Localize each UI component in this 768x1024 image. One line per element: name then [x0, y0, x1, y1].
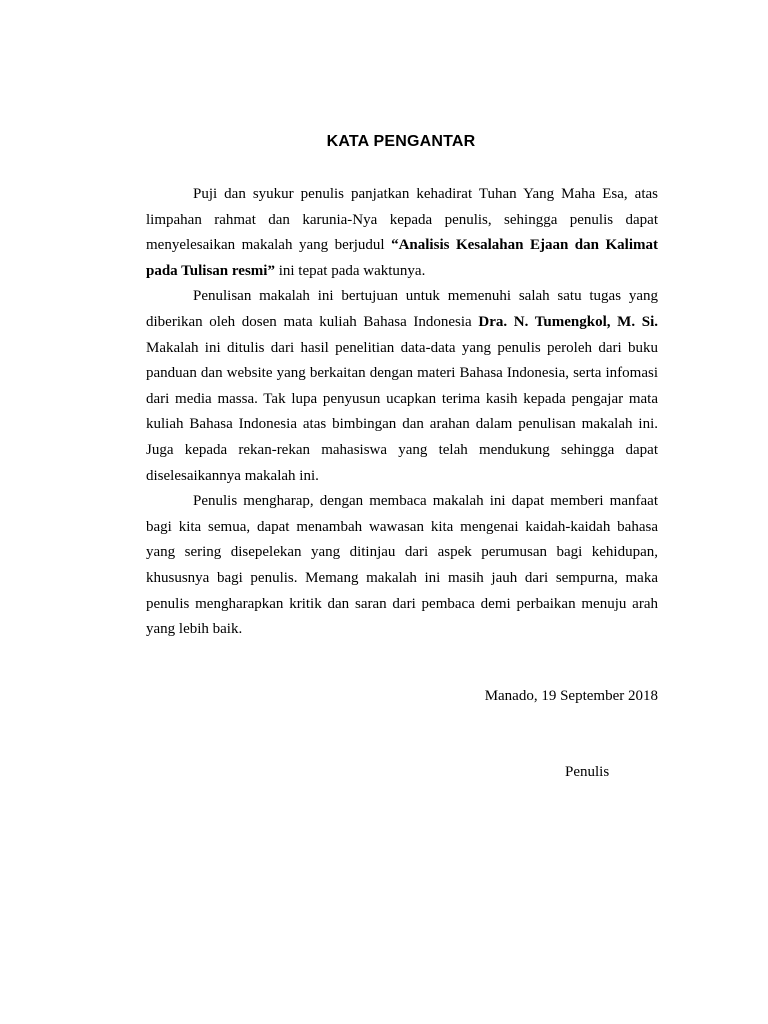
paragraph-3-text-1: Penulis mengharap, dengan membaca makalah ini dapat memberi manfaat bagi kita semua, dapat menambah wawasan kita mengenai kaidah-kaidah bahasa yang sering disepelekan yang ditinjau dari aspek perumusan bagi kehidupan, khususnya bagi penulis. Memang makalah ini masih jauh dari sempurna, maka penulis mengharapkan kritik dan saran dari pembaca demi perbaikan menuju arah yang lebih baik. [146, 493, 658, 638]
paragraph-2-bold-lecturer: Dra. N. Tumengkol, M. Si. [478, 313, 658, 330]
paragraph-1 [146, 182, 658, 284]
author-signature: Penulis [565, 764, 610, 780]
body-text [146, 182, 658, 643]
paragraph-1-text-2: ini tepat pada waktunya. [274, 262, 426, 279]
paragraph-2-text-1: Penulisan makalah ini bertujuan untuk memenuhi salah satu tugas yang diberikan oleh dosen mata kuliah Bahasa Indonesia [146, 288, 658, 330]
paragraph-1-text-1: Puji dan syukur penulis panjatkan kehadirat Tuhan Yang Maha Esa, atas limpahan rahmat dan karunia-Nya kepada penulis, sehingga penulis dapat menyelesaikan makalah yang berjudul [146, 186, 658, 254]
paragraph-1-bold-title: “Analisis Kesalahan Ejaan dan Kalimat pada Tulisan resmi” [146, 237, 658, 279]
paragraph-3 [146, 489, 658, 643]
paragraph-2 [146, 284, 658, 489]
place-date: Manado, 19 September 2018 [484, 688, 658, 704]
page-title: KATA PENGANTAR [326, 133, 476, 150]
paragraph-2-text-2: Makalah ini ditulis dari hasil penelitian data-data yang penulis peroleh dari buku panduan dan website yang berkaitan dengan materi Bahasa Indonesia, serta infomasi dari media massa. Tak lupa penyusun ucapkan terima kasih kepada pengajar mata kuliah Bahasa Indonesia atas bimbingan dan arahan dalam penulisan makalah ini. Juga kepada rekan-rekan mahasiswa yang telah mendukung sehingga dapat diselesaikannya makalah ini. [146, 339, 658, 484]
